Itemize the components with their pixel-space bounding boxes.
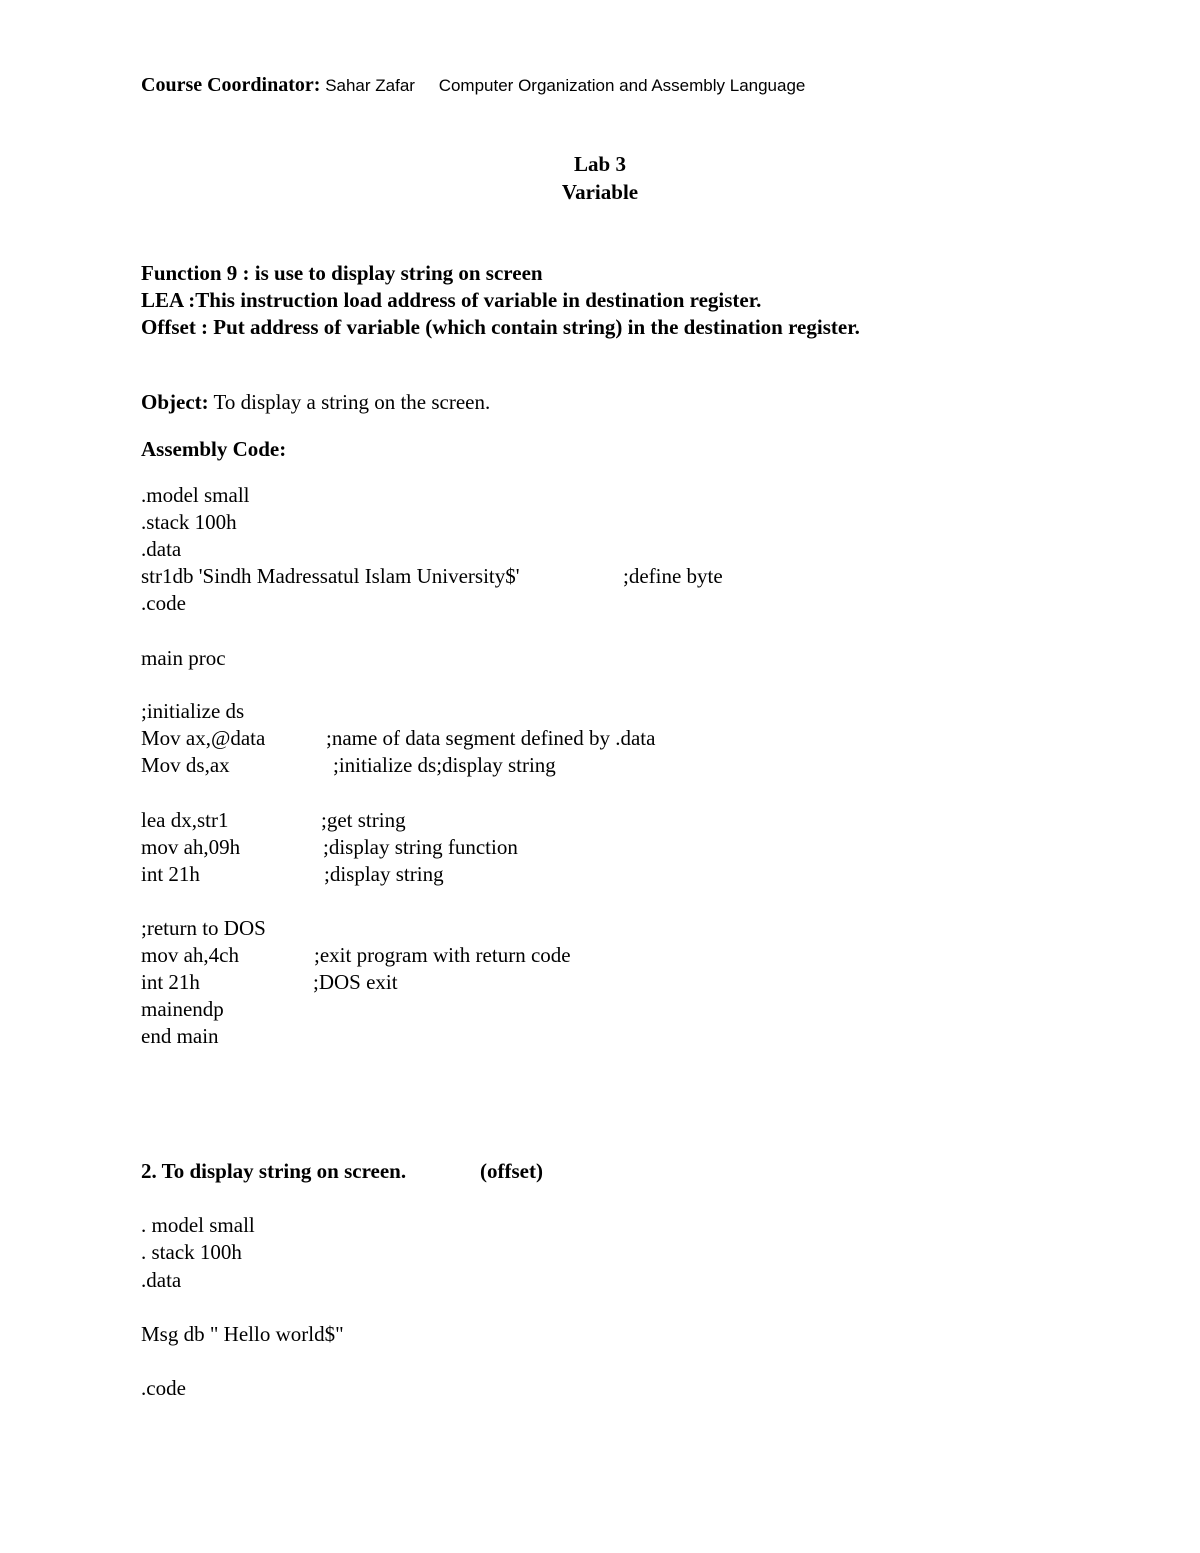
code-line-init-comment: ;initialize ds (141, 699, 245, 723)
code-line-mov-ax: Mov ax,@data (141, 726, 266, 750)
code-comment-mov-ax: ;name of data segment defined by .data (326, 726, 656, 750)
code-comment-lea: ;get string (321, 808, 406, 832)
assembly-heading: Assembly Code: (141, 437, 287, 461)
code-line-int1: int 21h (141, 862, 200, 886)
code-comment-mov-exit: ;exit program with return code (314, 943, 571, 967)
lab-title: Lab 3 (574, 152, 626, 176)
code-line-int2: int 21h (141, 970, 200, 994)
coordinator-label: Course Coordinator: (141, 74, 321, 96)
code-line-str-def: str1db 'Sindh Madressatul Islam University$' (141, 564, 520, 588)
code-comment-int2: ;DOS exit (313, 970, 398, 994)
section2-line-msg: Msg db " Hello world$" (141, 1322, 344, 1346)
code-line-stack: .stack 100h (141, 510, 237, 534)
code-line-mov-ah: mov ah,09h (141, 835, 241, 859)
definition-offset: Offset : Put address of variable (which contain string) in the destination register. (141, 315, 860, 339)
code-comment-define-byte: ;define byte (623, 564, 723, 588)
code-line-main-proc: main proc (141, 646, 226, 670)
code-line-lea: lea dx,str1 (141, 808, 229, 832)
section2-heading: 2. To display string on screen. (141, 1159, 407, 1183)
code-line-return-comment: ;return to DOS (141, 916, 266, 940)
definition-lea: LEA :This instruction load address of variable in destination register. (141, 288, 762, 312)
code-line-mov-exit: mov ah,4ch (141, 943, 239, 967)
object-line (141, 390, 490, 415)
course-name: Computer Organization and Assembly Language (438, 76, 806, 95)
section2-line-model: . model small (141, 1213, 255, 1237)
code-comment-int1: ;display string (324, 862, 444, 886)
code-line-mov-ds: Mov ds,ax (141, 753, 230, 777)
page-header (141, 74, 805, 97)
code-comment-mov-ds: ;initialize ds;display string (333, 753, 556, 777)
section2-line-code: .code (141, 1376, 186, 1400)
code-line-endp: mainendp (141, 997, 224, 1021)
coordinator-name: Sahar Zafar (325, 76, 415, 95)
definition-function9: Function 9 : is use to display string on screen (141, 261, 543, 285)
code-line-end: end main (141, 1024, 219, 1048)
lab-topic: Variable (561, 180, 639, 204)
object-label: Object: (141, 390, 209, 414)
code-line-code: .code (141, 591, 186, 615)
code-comment-mov-ah: ;display string function (323, 835, 518, 859)
object-text: To display a string on the screen. (213, 390, 491, 414)
section2-heading-tag: (offset) (480, 1159, 543, 1183)
code-line-data: .data (141, 537, 182, 561)
section2-line-data: .data (141, 1268, 182, 1292)
section2-line-stack: . stack 100h (141, 1240, 242, 1264)
code-line-model: .model small (141, 483, 250, 507)
